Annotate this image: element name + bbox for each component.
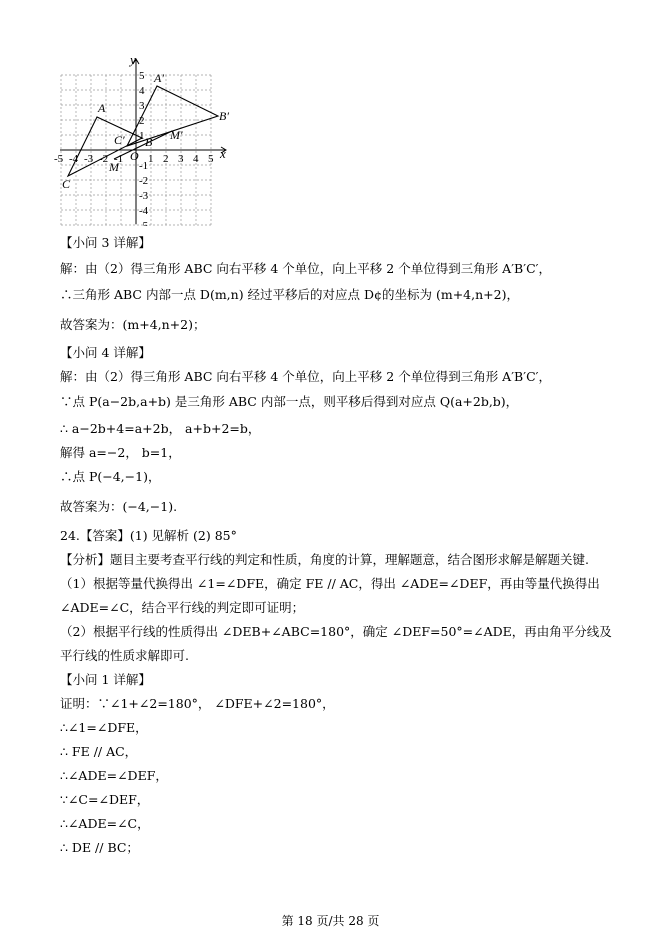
coordinate-grid-svg bbox=[54, 54, 234, 226]
text-line: 解：由（2）得三角形 ABC 向右平移 4 个单位，向上平移 2 个单位得到三角形 A′B′C′， bbox=[60, 261, 551, 276]
proof-line: ∴ DE // BC； bbox=[60, 840, 139, 855]
y-tick-label: -2 bbox=[139, 175, 149, 187]
label-a-prime: A′ bbox=[154, 71, 164, 85]
text-line: ∴ a−2b+4=a+2b， a+b+2=b， bbox=[60, 421, 261, 436]
y-tick-label: -1 bbox=[139, 160, 149, 172]
x-tick-label: 1 bbox=[148, 153, 154, 165]
y-tick-label: 1 bbox=[139, 130, 145, 142]
x-tick-label: 2 bbox=[163, 153, 169, 165]
proof-line: ∴∠1=∠DFE， bbox=[60, 720, 148, 735]
x-tick-label: 3 bbox=[178, 153, 184, 165]
x-tick-label: -3 bbox=[84, 153, 94, 165]
text-line: （2）根据平行线的性质得出 ∠DEB+∠ABC=180°，确定 ∠DEF=50°=∠ADE，再由角平分线及 bbox=[60, 624, 612, 639]
axis-x-label: x bbox=[220, 146, 226, 161]
answer-line: 24.【答案】(1) 见解析 (2) 85° bbox=[60, 528, 237, 543]
label-b-prime: B′ bbox=[219, 109, 229, 123]
y-tick-label: -5 bbox=[139, 220, 149, 226]
text-line: ∵点 P(a−2b,a+b) 是三角形 ABC 内部一点，则平移后得到对应点 Q(a+2b,b)， bbox=[60, 394, 519, 409]
label-b: B bbox=[145, 135, 153, 149]
axis-y-label: y bbox=[130, 54, 136, 67]
text-line: 故答案为：(−4,−1). bbox=[60, 499, 178, 514]
text-line: ∠ADE=∠C，结合平行线的判定即可证明； bbox=[60, 600, 305, 615]
origin-label: O bbox=[130, 149, 139, 163]
x-tick-label: -5 bbox=[54, 153, 64, 165]
coordinate-figure bbox=[54, 54, 234, 226]
text-line: ∴点 P(−4,−1)， bbox=[60, 469, 161, 484]
analysis-line: 【分析】题目主要考查平行线的判定和性质，角度的计算，理解题意，结合图形求解是解题关键. bbox=[60, 552, 589, 567]
page-footer: 第 18 页/共 28 页 bbox=[281, 914, 380, 928]
y-tick-label: 2 bbox=[139, 115, 145, 127]
proof-line: ∵∠C=∠DEF， bbox=[60, 792, 150, 807]
x-tick-label: -4 bbox=[69, 153, 79, 165]
heading-sub-question-1: 【小问 1 详解】 bbox=[60, 672, 151, 687]
text-line: （1）根据等量代换得出 ∠1=∠DFE，确定 FE // AC，得出 ∠ADE=∠DEF，再由等量代换得出 bbox=[60, 576, 600, 591]
proof-line: 证明：∵∠1+∠2=180°， ∠DFE+∠2=180°， bbox=[60, 696, 335, 711]
proof-line: ∴ FE // AC， bbox=[60, 744, 138, 759]
proof-line: ∴∠ADE=∠C， bbox=[60, 816, 150, 831]
x-tick-label: 4 bbox=[193, 153, 199, 165]
y-tick-label: -4 bbox=[139, 205, 149, 217]
x-tick-label: -2 bbox=[99, 153, 109, 165]
text-line: 解得 a=−2， b=1， bbox=[60, 445, 181, 460]
y-tick-label: 4 bbox=[139, 85, 145, 97]
heading-sub-question-3: 【小问 3 详解】 bbox=[60, 235, 151, 250]
label-c-prime: C′ bbox=[114, 133, 125, 147]
y-tick-label: 3 bbox=[139, 100, 145, 112]
text-line: 解：由（2）得三角形 ABC 向右平移 4 个单位，向上平移 2 个单位得到三角形 A′B′C′， bbox=[60, 369, 551, 384]
text-line: 故答案为：(m+4,n+2)； bbox=[60, 317, 206, 332]
heading-sub-question-4: 【小问 4 详解】 bbox=[60, 345, 151, 360]
text-line: 平行线的性质求解即可. bbox=[60, 648, 189, 663]
label-a: A bbox=[98, 101, 106, 115]
y-tick-label: 5 bbox=[139, 70, 145, 82]
proof-line: ∴∠ADE=∠DEF， bbox=[60, 768, 168, 783]
y-tick-label: -3 bbox=[139, 190, 149, 202]
label-m-prime: M′ bbox=[170, 128, 183, 142]
x-tick-label: 5 bbox=[208, 153, 214, 165]
x-tick-label: -1 bbox=[114, 153, 124, 165]
label-m: M bbox=[109, 160, 119, 174]
label-c: C bbox=[62, 177, 71, 191]
triangle-abc bbox=[68, 117, 142, 176]
text-line: ∴三角形 ABC 内部一点 D(m,n) 经过平移后的对应点 D¢的坐标为 (m+4,n+2)， bbox=[60, 287, 519, 302]
